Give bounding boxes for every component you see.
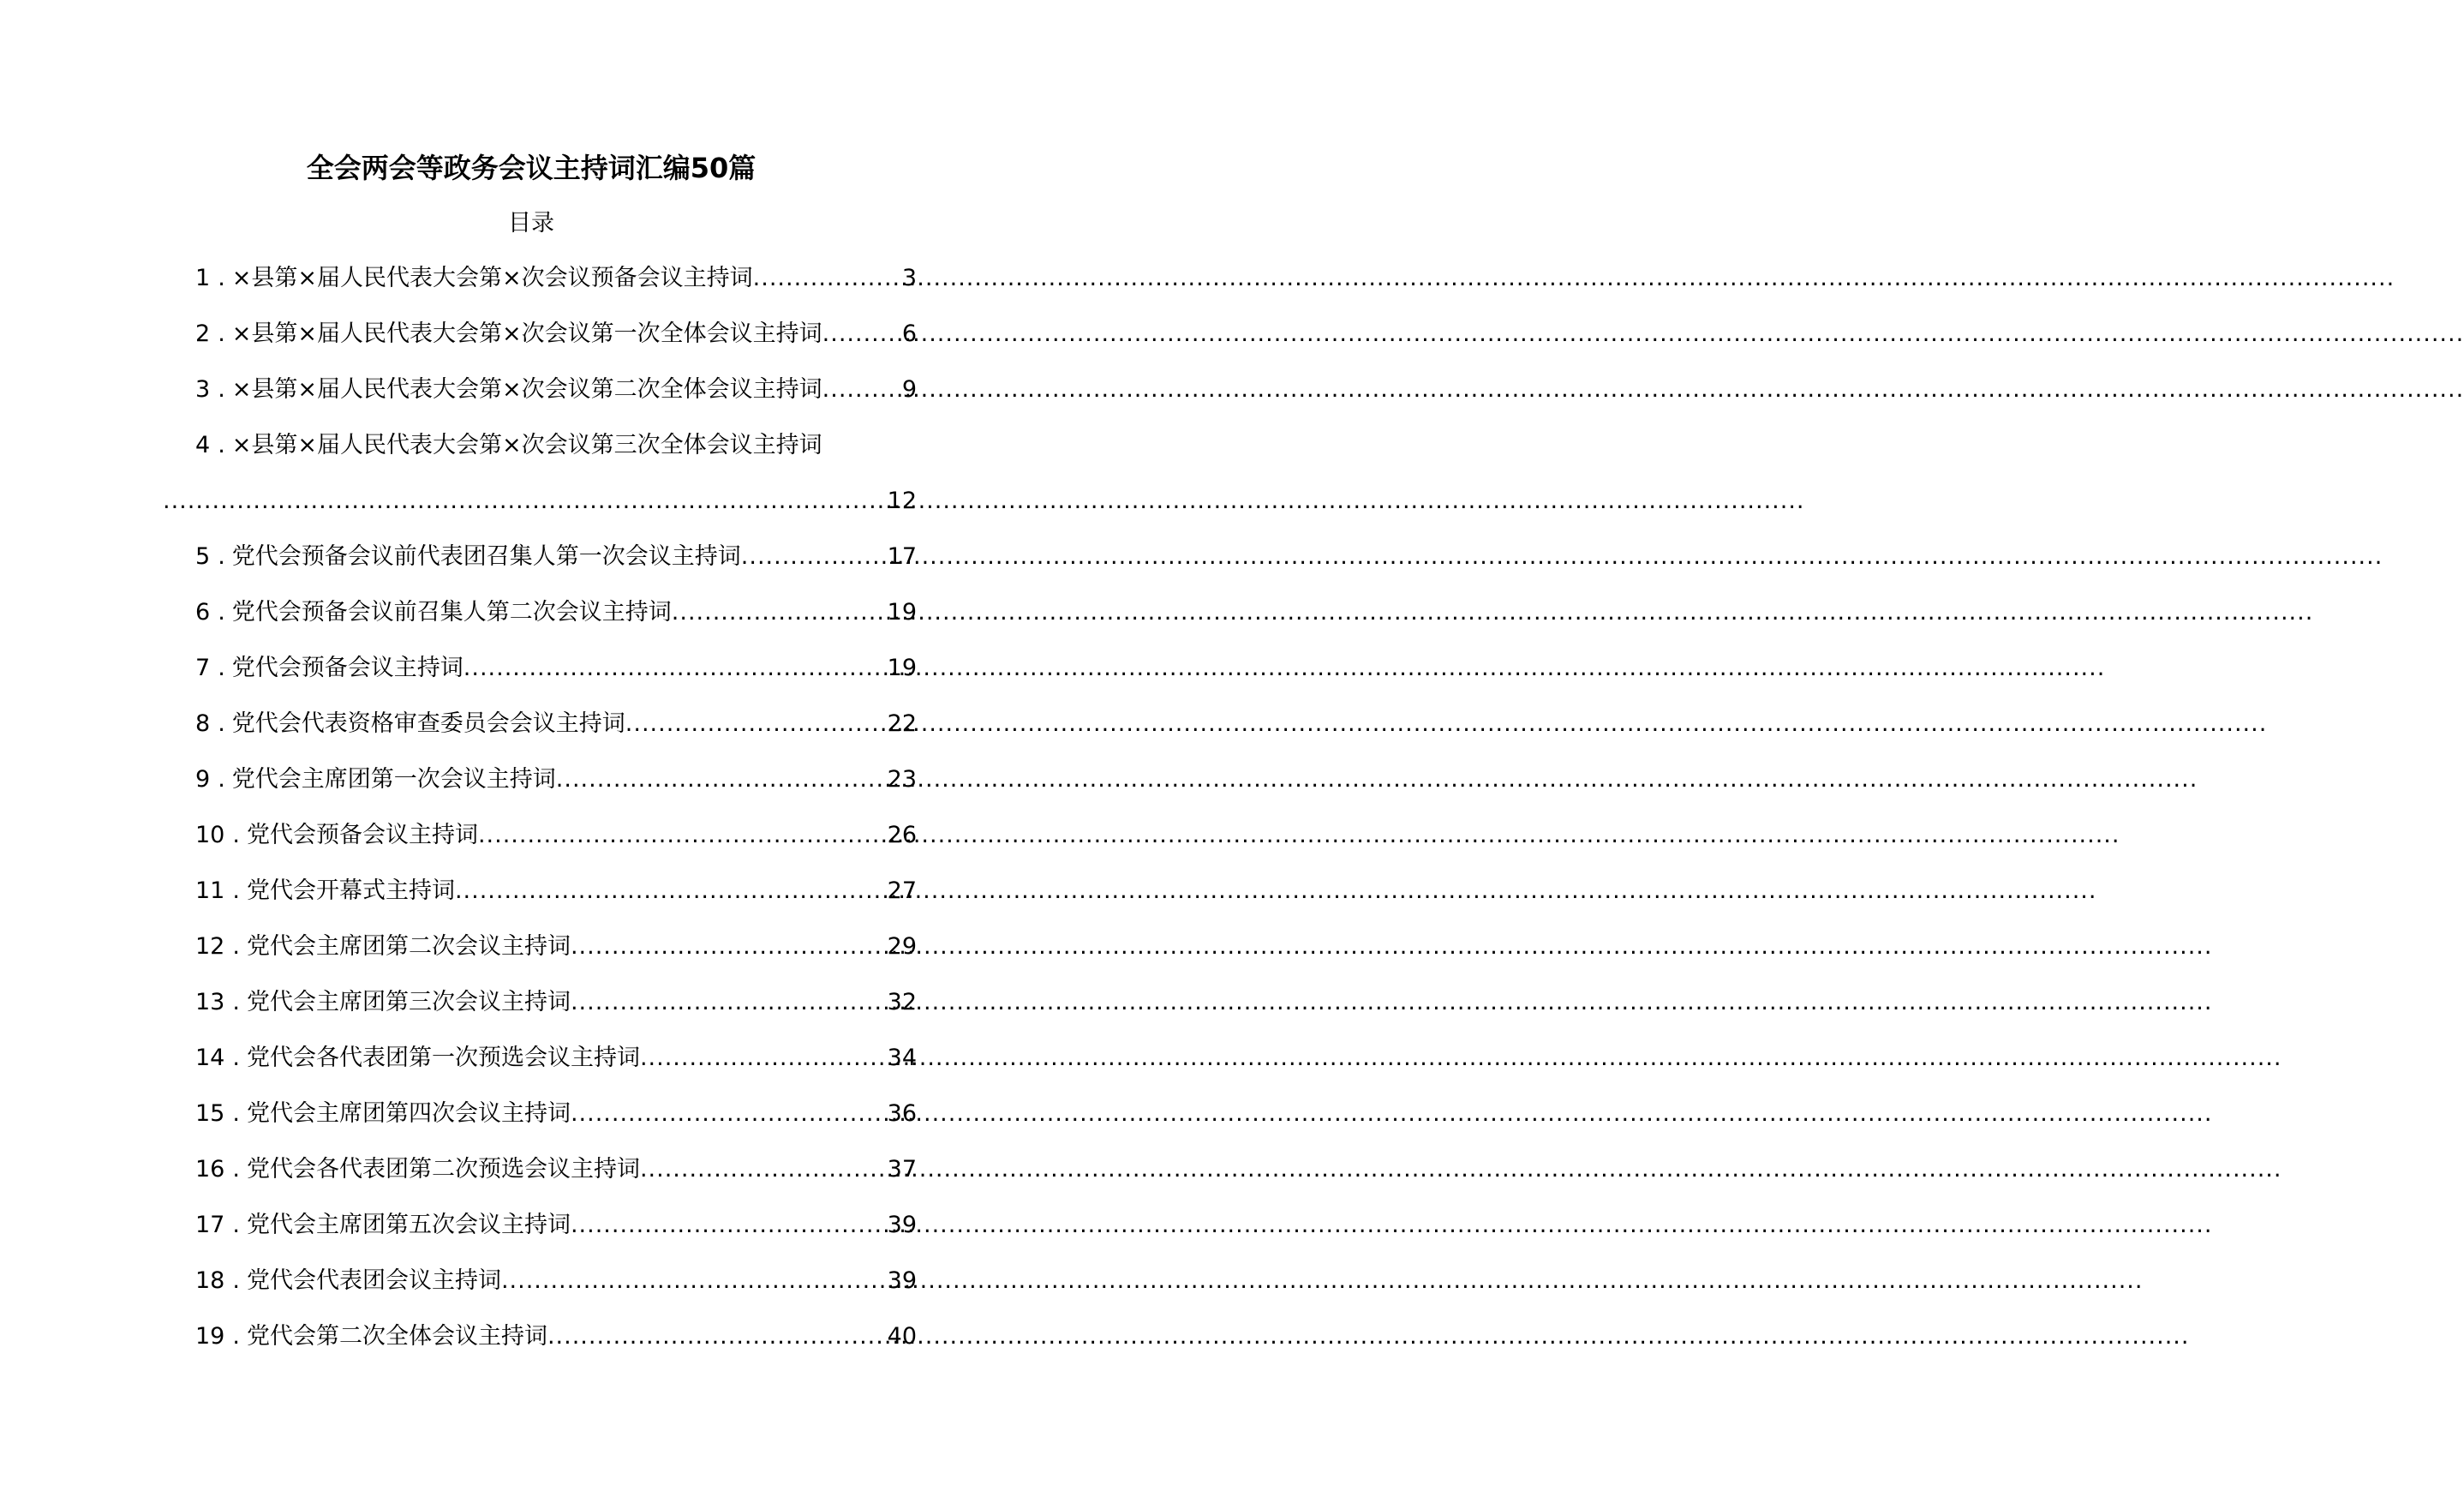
toc-entry-page: 3 (901, 265, 917, 291)
toc-entry-title: 党代会预备会议前代表团召集人第一次会议主持词 (231, 543, 741, 570)
toc-entry-page: 34 (887, 1045, 917, 1071)
toc-entry-title: 党代会开幕式主持词 (246, 877, 455, 904)
toc-entry-separator: . (232, 1267, 240, 1294)
toc-dot-leader (625, 708, 888, 740)
toc-entry-title: 党代会预备会议前召集人第二次会议主持词 (231, 599, 672, 626)
toc-entry-separator: . (232, 877, 240, 904)
toc-entry-separator: . (232, 1156, 240, 1183)
toc-entry-number: 4 (195, 432, 211, 458)
toc-dot-leader (571, 931, 888, 963)
toc-entry-page: 26 (887, 822, 917, 848)
toc-entry-title: 党代会各代表团第二次预选会议主持词 (246, 1156, 640, 1183)
toc-entry-number: 10 (195, 822, 225, 848)
toc-entry-page: 40 (887, 1323, 917, 1350)
toc-entry[interactable] (163, 429, 917, 541)
toc-entry-page: 23 (887, 766, 917, 793)
toc-entry-separator: . (232, 933, 240, 960)
toc-entry-number: 16 (195, 1156, 225, 1183)
toc-entry-number: 9 (195, 766, 211, 793)
toc-entry-number: 8 (195, 710, 211, 737)
toc-entry-number: 18 (195, 1267, 225, 1294)
toc-dot-leader (640, 1042, 888, 1075)
toc-entry-page: 39 (887, 1267, 917, 1294)
toc-entry-page: 29 (887, 933, 917, 960)
toc-entry[interactable] (163, 986, 917, 1042)
toc-entry[interactable] (163, 652, 917, 708)
toc-entry-page: 36 (887, 1100, 917, 1127)
toc-dot-leader (571, 1209, 888, 1242)
toc-dot-leader (163, 485, 888, 518)
toc-dot-leader (822, 374, 902, 406)
toc-entry-separator: . (232, 989, 240, 1015)
toc-entry[interactable] (163, 708, 917, 763)
toc-dot-leader (556, 763, 888, 796)
toc-dot-leader (571, 986, 888, 1019)
toc-entry-title: 党代会主席团第五次会议主持词 (246, 1212, 571, 1238)
toc-entry-number: 7 (195, 655, 211, 681)
toc-entry-title: ×县第×届人民代表大会第×次会议第二次全体会议主持词 (231, 376, 822, 403)
toc-entry-title: 党代会各代表团第一次预选会议主持词 (246, 1045, 640, 1071)
toc-entry-separator: . (232, 1100, 240, 1127)
toc-entry[interactable] (163, 1209, 917, 1265)
toc-entry-title: 党代会主席团第四次会议主持词 (246, 1100, 571, 1127)
toc-entry-separator: . (218, 710, 225, 737)
document-title: 全会两会等政务会议主持词汇编50篇 (306, 152, 757, 184)
toc-entry-title: 党代会主席团第一次会议主持词 (231, 766, 556, 793)
toc-entry-number: 11 (195, 877, 225, 904)
toc-entry-separator: . (218, 376, 225, 403)
toc-entry-separator: . (218, 265, 225, 291)
toc-dot-leader (753, 262, 902, 295)
toc-dot-leader (741, 541, 888, 573)
toc-heading: 目录 (508, 210, 554, 237)
toc-entry-page: 22 (887, 710, 917, 737)
toc-dot-leader (822, 318, 902, 350)
toc-entry-page: 32 (887, 989, 917, 1015)
toc-entry-page: 27 (887, 877, 917, 904)
toc-entry[interactable] (163, 374, 917, 429)
toc-entry-page: 37 (887, 1156, 917, 1183)
toc-entry-number: 19 (195, 1323, 225, 1350)
toc-entry[interactable] (163, 819, 917, 875)
toc-entry-separator: . (218, 543, 225, 570)
toc-entry[interactable] (163, 596, 917, 652)
toc-entry[interactable] (163, 1153, 917, 1209)
toc-entry-page: 12 (887, 488, 917, 514)
toc-entry[interactable] (163, 262, 917, 318)
toc-entry-separator: . (218, 599, 225, 626)
toc-entry-number: 17 (195, 1212, 225, 1238)
toc-entry-page: 9 (901, 376, 917, 403)
toc-entry-title: ×县第×届人民代表大会第×次会议预备会议主持词 (231, 265, 753, 291)
toc-entry-page: 19 (887, 655, 917, 681)
toc-entry-number: 6 (195, 599, 211, 626)
toc-entry[interactable] (163, 1265, 917, 1320)
toc-entry[interactable] (163, 875, 917, 931)
toc-entry-number: 3 (195, 376, 211, 403)
toc-dot-leader (672, 596, 888, 629)
toc-entry[interactable] (163, 541, 917, 596)
toc-entry-title: 党代会代表资格审查委员会会议主持词 (231, 710, 625, 737)
toc-entry-title: 党代会主席团第三次会议主持词 (246, 989, 571, 1015)
toc-dot-leader (478, 819, 888, 852)
toc-entry[interactable] (163, 763, 917, 819)
toc-entry-title: ×县第×届人民代表大会第×次会议第三次全体会议主持词 (231, 432, 822, 458)
toc-entry-number: 2 (195, 320, 211, 347)
toc-dot-leader (547, 1320, 888, 1353)
toc-entry-separator: . (232, 1323, 240, 1350)
toc-entry-separator: . (218, 655, 225, 681)
toc-entry-page: 6 (901, 320, 917, 347)
toc-entry-title: 党代会预备会议主持词 (246, 822, 478, 848)
toc-entry-number: 13 (195, 989, 225, 1015)
toc-dot-leader (463, 652, 888, 685)
toc-entry-page: 17 (887, 543, 917, 570)
toc-dot-leader (501, 1265, 888, 1297)
toc-entry-separator: . (232, 1045, 240, 1071)
toc-entry-separator: . (232, 1212, 240, 1238)
toc-entry[interactable] (163, 931, 917, 986)
toc-entry[interactable] (163, 318, 917, 374)
toc-entry-page: 39 (887, 1212, 917, 1238)
toc-entry-title: 党代会代表团会议主持词 (246, 1267, 501, 1294)
toc-entry[interactable] (163, 1042, 917, 1098)
toc-entry-separator: . (218, 766, 225, 793)
document-page (0, 0, 1062, 1503)
toc-dot-leader (640, 1153, 888, 1186)
toc-entry-number: 14 (195, 1045, 225, 1071)
toc-dot-leader (455, 875, 888, 907)
toc-entry-number: 12 (195, 933, 225, 960)
toc-entry-page: 19 (887, 599, 917, 626)
toc-entry-title: 党代会预备会议主持词 (231, 655, 463, 681)
toc-dot-leader (571, 1098, 888, 1130)
toc-entry-separator: . (218, 432, 225, 458)
toc-entry-title: 党代会第二次全体会议主持词 (246, 1323, 547, 1350)
toc-entry-number: 5 (195, 543, 211, 570)
toc-entry-title: 党代会主席团第二次会议主持词 (246, 933, 571, 960)
toc-entry-separator: . (218, 320, 225, 347)
toc-entry-number: 1 (195, 265, 211, 291)
toc-entry[interactable] (163, 1098, 917, 1153)
toc-entry-title: ×县第×届人民代表大会第×次会议第一次全体会议主持词 (231, 320, 822, 347)
toc-entry[interactable] (163, 1320, 917, 1376)
toc-entry-separator: . (232, 822, 240, 848)
toc-entry-number: 15 (195, 1100, 225, 1127)
table-of-contents (163, 262, 917, 1376)
